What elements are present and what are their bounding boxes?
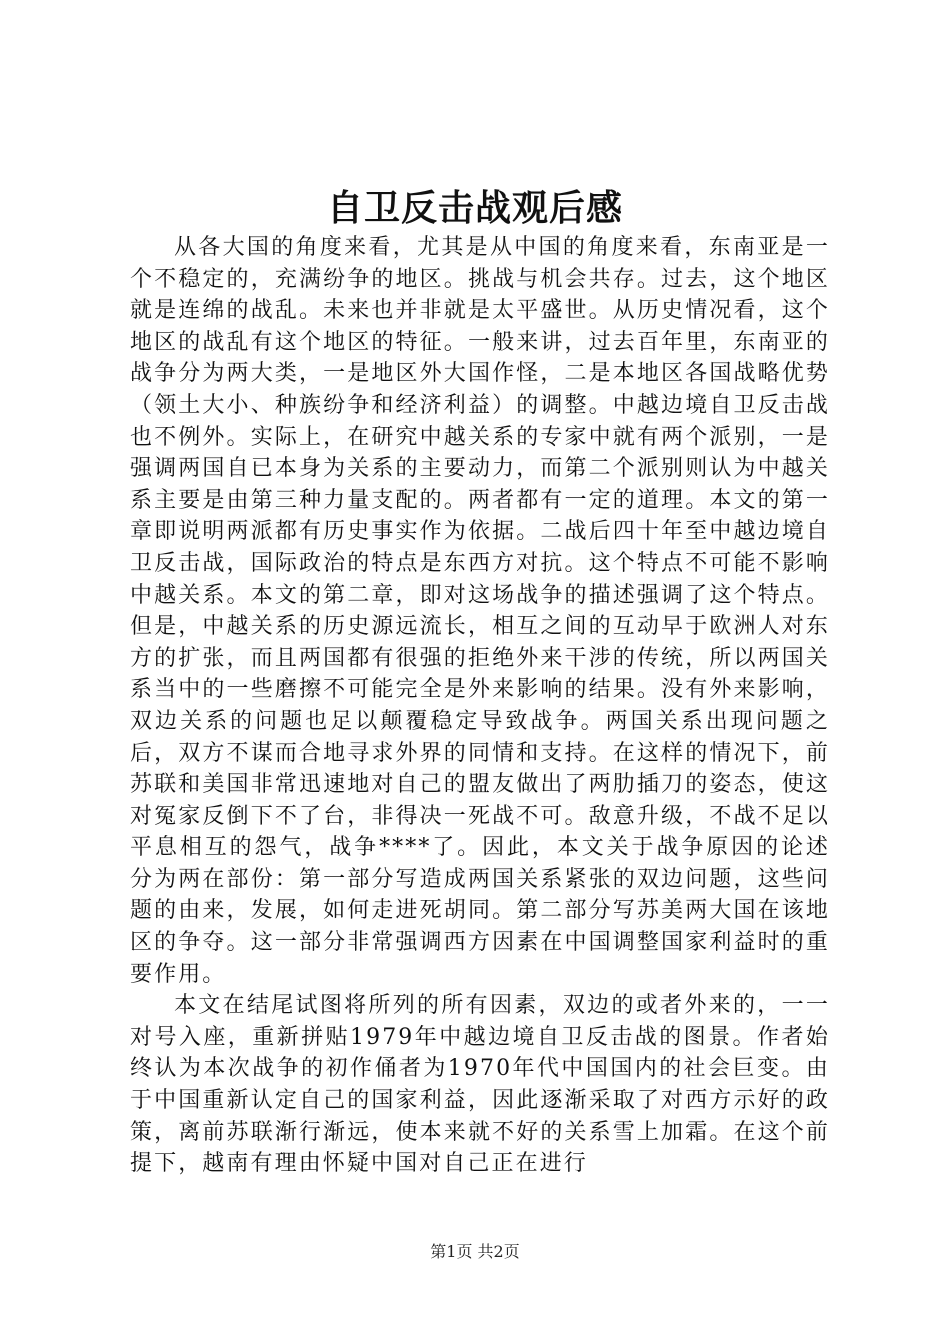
document-title: 自卫反击战观后感 — [326, 187, 623, 229]
page-footer: 第1页 共2页 — [430, 1242, 520, 1261]
paragraph-2: 本文在结尾试图将所列的所有因素，双边的或者外来的，一一对号入座，重新拼贴1979年中越边境自卫反击战的图景。作者始终认为本次战争的初作俑者为1970年代中国国内的社会巨变。由于中国重新认定自己的国家利益，因此逐渐采取了对西方示好的政策，离前苏联渐行渐远，使本来就不好的关系雪上加霜。在这个前提下，越南有理由怀疑中国对自己正在进行 — [130, 993, 830, 1177]
paragraph-1: 从各大国的角度来看，尤其是从中国的角度来看，东南亚是一个不稳定的，充满纷争的地区。挑战与机会共存。过去，这个地区就是连绵的战乱。未来也并非就是太平盛世。从历史情况看，这个地区的战乱有这个地区的特征。一般来讲，过去百年里，东南亚的战争分为两大类，一是地区外大国作怪，二是本地区各国战略优势（领土大小、种族纷争和经济利益）的调整。中越边境自卫反击战也不例外。实际上，在研究中越关系的专家中就有两个派别，一是强调两国自已本身为关系的主要动力，而第二个派别则认为中越关系主要是由第三种力量支配的。两者都有一定的道理。本文的第一章即说明两派都有历史事实作为依据。二战后四十年至中越边境自卫反击战，国际政治的特点是东西方对抗。这个特点不可能不影响中越关系。本文的第二章，即对这场战争的描述强调了这个特点。但是，中越关系的历史源远流长，相互之间的互动早于欧洲人对东方的扩张，而且两国都有很强的拒绝外来干涉的传统，所以两国关系当中的一些磨擦不可能完全是外来影响的结果。没有外来影响，双边关系的问题也足以颠覆稳定导致战争。两国关系出现问题之后，双方不谋而合地寻求外界的同情和支持。在这样的情况下，前苏联和美国非常迅速地对自己的盟友做出了两肋插刀的姿态，使这对冤家反倒下不了台，非得决一死战不可。敌意升级，不战不足以平息相互的怨气，战争****了。因此，本文关于战争原因的论述分为两在部份：第一部分写造成两国关系紧张的双边问题，这些问题的由来，发展，如何走进死胡同。第二部分写苏美两大国在该地区的争夺。这一部分非常强调西方因素在中国调整国家利益时的重要作用。 — [130, 235, 830, 987]
document-body — [130, 232, 830, 1180]
